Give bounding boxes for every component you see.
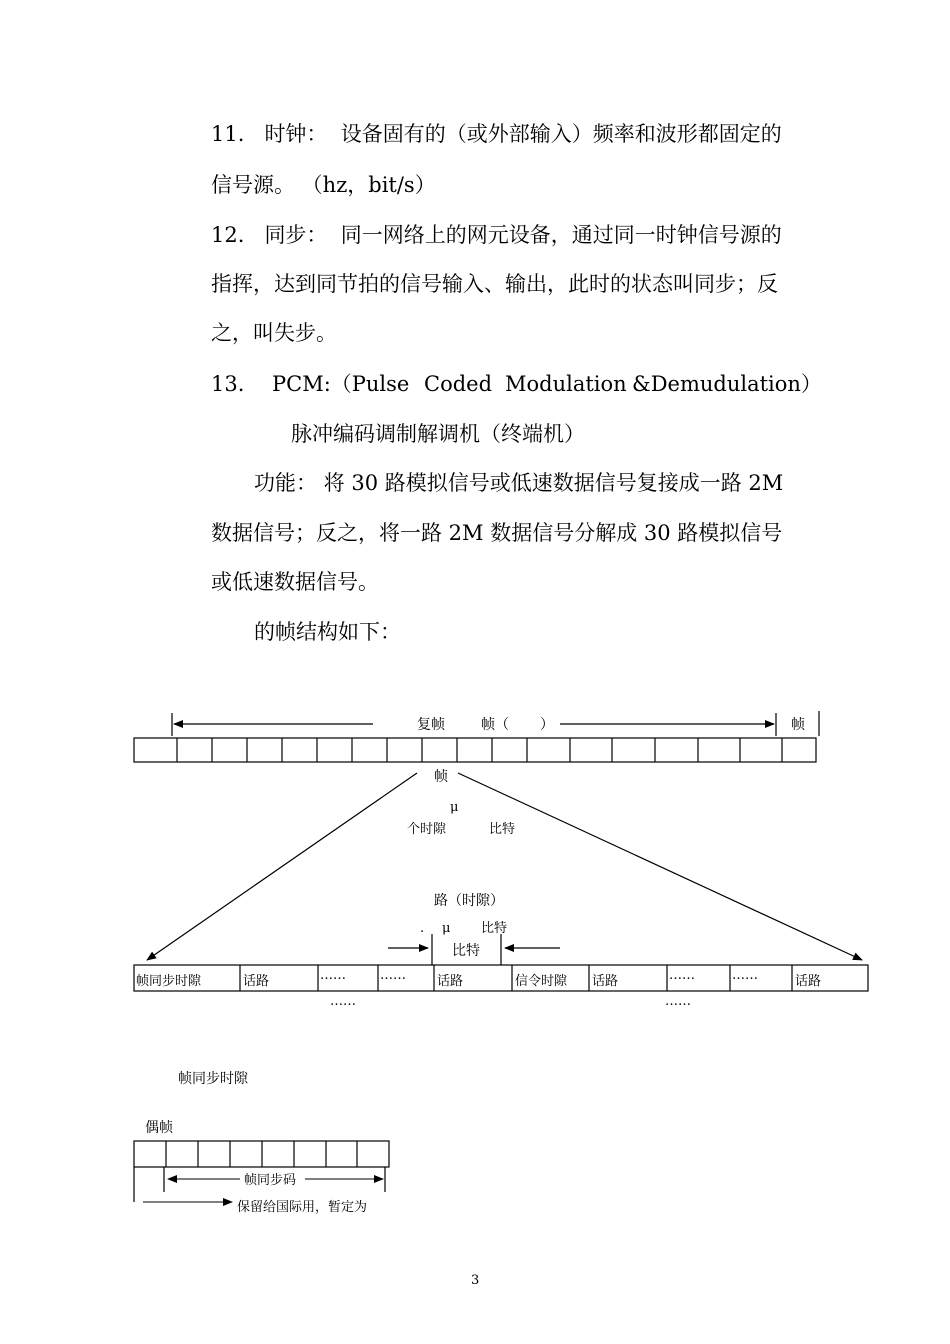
item-11-text: 设备固有的（或外部输入）频率和波形都固定的 <box>340 122 782 146</box>
page-number: 3 <box>471 1273 480 1288</box>
multiframe-frame-label: 帧（ <box>481 717 509 733</box>
slot-ellipsis-1: …… <box>320 968 346 983</box>
ellipsis-left: …… <box>330 994 356 1009</box>
item-11-term: 时钟： <box>264 122 328 146</box>
slot-ellipsis-4: …… <box>732 968 758 983</box>
slot-voice-2: 话路 <box>437 974 464 989</box>
mu-symbol-2: μ <box>442 921 451 936</box>
even-frame-row <box>134 1141 389 1167</box>
slot-frame-sync: 帧同步时隙 <box>136 974 202 989</box>
slot-signaling: 信令时隙 <box>515 974 568 989</box>
channel-label: 路（时隙） <box>434 893 504 909</box>
timeslot-label: 个时隙 <box>407 822 447 837</box>
item-12-term: 同步： <box>264 223 328 247</box>
item-12-number: 12. <box>211 223 245 247</box>
slot-ellipsis-2: …… <box>380 968 406 983</box>
expand-left-arrow <box>147 773 417 960</box>
slot-voice-4: 话路 <box>795 974 822 989</box>
reserved-label: 保留给国际用，暂定为 <box>237 1200 368 1215</box>
multiframe-row <box>134 738 816 762</box>
item-12-text: 同一网络上的网元设备，通过同一时钟信号源的 <box>340 223 782 247</box>
item-13-term: PCM:（Pulse <box>272 372 410 396</box>
bit-box-label: 比特 <box>452 943 480 959</box>
slot-voice-1: 话路 <box>243 974 270 989</box>
multiframe-label: 复帧 <box>417 717 445 733</box>
dot-mark: . <box>420 921 425 936</box>
sync-code-label: 帧同步码 <box>244 1173 297 1188</box>
bit-label-2: 比特 <box>481 921 508 936</box>
item-12-line2: 指挥，达到同节拍的信号输入、输出，此时的状态叫同步；反 <box>211 272 778 296</box>
even-frame-label: 偶帧 <box>145 1120 173 1136</box>
item-13-subtitle: 脉冲编码调制解调机（终端机） <box>291 422 585 446</box>
item-13-word2: Coded <box>424 372 493 396</box>
frame-sync-title: 帧同步时隙 <box>178 1071 248 1087</box>
mu-symbol-1: μ <box>450 800 459 815</box>
multiframe-close: ） <box>540 717 554 733</box>
item-13-func-line3: 或低速数据信号。 <box>211 570 379 594</box>
bit-label-1: 比特 <box>489 822 516 837</box>
item-13-number: 13. <box>211 372 245 396</box>
item-13-word4: &Demudulation） <box>632 372 822 396</box>
expand-right-arrow <box>458 773 862 960</box>
slot-voice-3: 话路 <box>592 974 619 989</box>
item-11-line2: 信号源。 （hz，bit/s） <box>211 173 436 197</box>
item-13-word3: Modulation <box>505 372 627 396</box>
frame-intro: 的帧结构如下： <box>254 620 401 644</box>
item-13-func-line1: 功能： 将 30 路模拟信号或低速数据信号复接成一路 2M <box>254 471 784 495</box>
item-13-func-line2: 数据信号；反之，将一路 2M 数据信号分解成 30 路模拟信号 <box>211 521 783 545</box>
ellipsis-right: …… <box>665 994 691 1009</box>
frame-right-label: 帧 <box>791 717 805 733</box>
item-12-line3: 之，叫失步。 <box>211 321 337 345</box>
item-11-number: 11. <box>211 122 245 146</box>
slot-ellipsis-3: …… <box>669 968 695 983</box>
frame-label: 帧 <box>434 769 448 785</box>
